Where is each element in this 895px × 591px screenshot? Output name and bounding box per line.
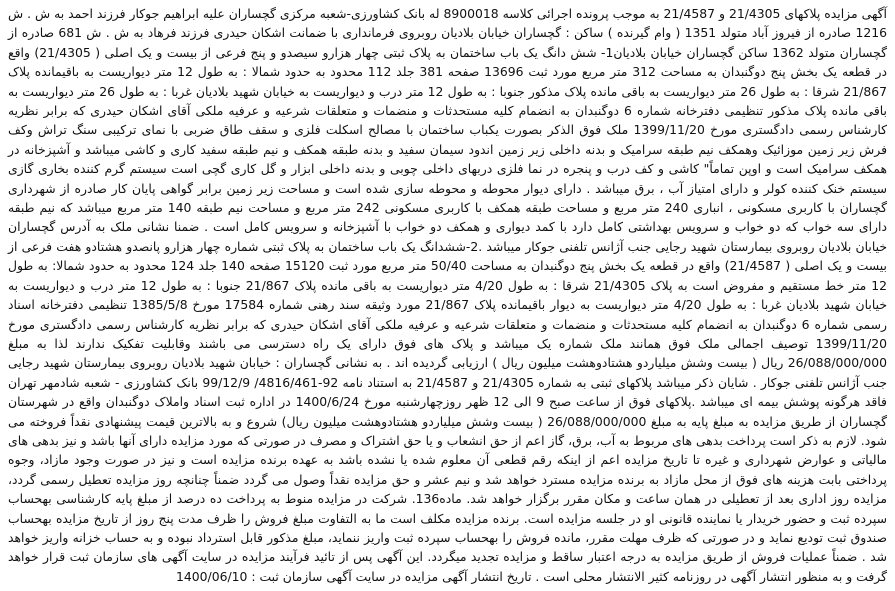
auction-notice-text: آگهی مزایده پلاکهای 21/4305 و 21/4587 به موجب پرونده اجرائی کلاسه 8900018 له بانک کشاورزی-شعبه مرکزی گچساران علیه ابراهیم جوکار فرزند احمد به ش . ش 1216 صادره از فیروز آباد متولد 1351 ( وام گیرنده ) ساکن : گچساران خیابان بلادیان روبروی فرمانداری با ضمانت اشکان حیدری فرزند فرهاد به ش . ش 681 صادره از گچساران متولد 1362 ساکن گچساران خیابان بلادیان1- شش دانگ یک باب ساختمان به پلاک ثبتی چهار هزارو سیصدو و پنج فرعی از بیست و یک اصلی ( 21/4305) واقع در قطعه یک بخش پنج دوگنبدان به مساحت 312 متر مربع مورد ثبت 13696 صفحه 381 جلد 112 محدود به حدود شمالا : به طول 12 متر دیواریست به باقیمانده پلاک 21/867 شرقا : به طول 26 متر دیواریست به باقی مانده پلاک مذکور جنوبا : به طول 12 متر درب و دیواریست به خیابان شهید بلادیان غربا : به طول 26 متر دیواریست به باقی مانده پلاک مذکور تنظیمی دفترخانه شماره 6 دوگنبدان به انضمام کلیه مستحدثات و منضمات و متعلقات شرعیه و عرفیه ملکی آقای اشکان حیدری که برابر نظریه کارشناس رسمی دادگستری مورخ 1399/11/20 ملک فوق الذکر بصورت یکباب ساختمان با مصالح اسکلت فلزی و سقف طاق ضربی با نمای ترکیبی سنگ تراش وکف فرش زیر زمین موزائیک وهمکف نیم طبقه سرامیک و بدنه داخلی زیر زمین اندود سیمان سفید و بدنه طبقه همکف و نیم طبقه سفید کاری و کاشی میباشد و آشپزخانه در همکف سرامیک است و اوپن تماماً" کاشی و کف درب و پنجره در نما فلزی دربهای داخلی چوبی و بدنه داخلی ابزار و گل کاری گچی است سیستم گرم کننده بخاری گازی سیستم خنک کننده کولر و دارای امتیاز آب ، برق میباشد . دارای دیوار محوطه و محوطه سازی شده است و مساحت زیر زمین برابر گواهی پایان کار صادره از شهرداری گچساران با کاربری مسکونی ، انباری 240 متر مربع و مساحت طبقه همکف با کاربری مسکونی 242 متر مربع و مساحت نیم طبقه 140 متر مربع میباشد که نیم طبقه دارای سه خواب که دو خواب و سرویس بهداشتی کامل دارد با کمد دیواری و همکف دو خواب با آشپزخانه و سرویس کامل است . ضمنا نشانی ملک به آدرس گچساران خیابان بلادیان روبروی بیمارستان شهید رجایی جنب آژانس تلفنی جوکار میباشد .2-ششدانگ یک باب ساختمان به پلاک ثبتی شماره چهار هزارو پانصدو هشتادو هفت فرعی از بیست و یک اصلی ( 21/4587) واقع در قطعه یک بخش پنج دوگنبدان به مساحت 50/40 متر مربع مورد ثبت 15120 صفحه 140 جلد 124 محدود به حدود شمالا: به طول 12 متر خط مستقیم و مفروض است به پلاک 21/4305 شرقا : به طول 4/20 متر دیواریست به باقی مانده پلاک 21/867 جنوبا : به طول 12 متر درب و دیواریست به خیابان شهید بلادیان غربا : به طول 4/20 متر دیواریست به دیوار باقیمانده پلاک 21/867 مورد وثیقه سند رهنی شماره 17584 مورخ 1385/5/8 تنظیمی دفترخانه اسناد رسمی شماره 6 دوگنبدان به انضمام کلیه مستحدثات و منضمات و متعلقات شرعیه و عرفیه ملکی آقای اشکان حیدری که برابر نظریه کارشناس رسمی دادگستری مورخ 1399/11/20 توصیف اجمالی ملک فوق همانند ملک شماره یک میباشد و پلاک های فوق دارای یک راه دسترسی می باشند وقابلیت تفکیک ندارند لذا به مبلغ 26/088/000/000 ریال ( بیست وشش میلیاردو هشتادوهشت میلیون ریال ) ارزیابی گردیده اند . به نشانی گچساران : خیابان شهید بلادیان روبروی بیمارستان شهید رجایی جنب آژانس تلفنی جوکار . شایان ذکر میباشد پلاکهای ثبتی به شماره 21/4305 و 21/4587 به استناد نامه 92-4816/461/ 99/12/9 بانک کشاورزی - شعبه شادمهر تهران فاقد هرگونه پوشش بیمه ای میباشد .پلاکهای فوق از ساعت صبح 9 الی 12 ظهر روزچهارشنبه مورخ 1400/6/24 در اداره ثبت اسناد واملاک دوگنبدان واقع در شهرستان گچساران از طریق مزایده به مبلغ پایه به مبلغ 26/088/000/000 ( بیست وشش میلیاردو هشتادوهشت میلیون ریال) شروع و به بالاترین قیمت پیشنهادی نقداً فروخته می شود. لازم به ذکر است پرداخت بدهی های مربوط به آب، برق، گاز اعم از حق انشعاب و یا حق اشتراک و مصرف در صورتی که مورد مزایده دارای آنها باشد و نیز بدهی های مالیاتی و عوارض شهرداری و غیره تا تاریخ مزایده اعم از اینکه رقم قطعی آن معلوم شده یا نشده باشد به عهده برنده مزایده است و نیز در صورت وجود مازاد، وجوه پرداختی بابت هزینه های فوق از محل مازاد به برنده مزایده مسترد خواهد شد و نیم عشر و حق مزایده نقداً وصول می گردد ضمناً چنانچه روز مزایده تعطیل رسمی گردد، مزایده روز اداری بعد از تعطیلی در همان ساعت و مکان مقرر برگزار خواهد شد. ماده136. شرکت در مزایده منوط به پرداخت ده درصد از مبلغ پایه کارشناسی بهحساب سپرده ثبت و حضور خریدار یا نماینده قانونی او در جلسه مزایده است. برنده مزایده مکلف است ما به التفاوت مبلغ فروش را ظرف مدت پنج روز از تاریخ مزایده بهحساب صندوق ثبت تودیع نماید و در صورتی که ظرف مهلت مقرر، مانده فروش را بهحساب سپرده ثبت واریز ننماید، مبلغ مذکور قابل استرداد نبوده و به حساب خزانه واریز خواهد شد . ضمناً عملیات فروش از طریق مزایده به درجه اعتبار ساقط و مزایده تجدید میگردد. این آگهی پس از تائید فرآیند مزایده در سایت آگهی های سازمان ثبت قرار خواهد گرفت و به منظور انتشار آگهی در روزنامه کثیر الانتشار محلی است . تاریخ انتشار آگهی مزایده در سایت آگهی سازمان ثبت : 1400/06/10 bbox=[8, 6, 888, 584]
